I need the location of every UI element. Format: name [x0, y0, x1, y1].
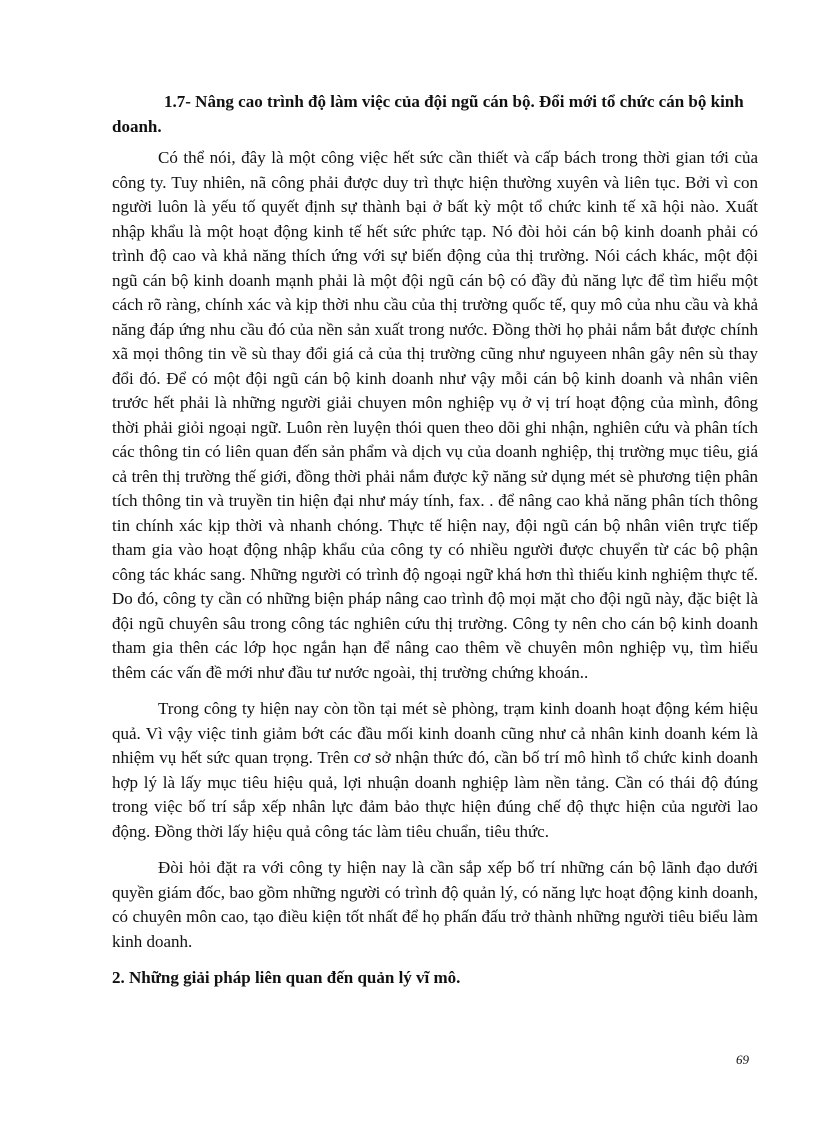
- paragraph-3: Đòi hỏi đặt ra với công ty hiện nay là cần sắp xếp bố trí những cán bộ lãnh đạo dưới quyền giám đốc, bao gồm những người có trình độ quản lý, có năng lực hoạt động kinh doanh, có chuyên môn cao, tạo điều kiện tốt nhất để họ phấn đấu trở thành những người tiêu biểu làm kinh doanh.: [112, 858, 758, 951]
- paragraph-1: Có thể nói, đây là một công việc hết sức cần thiết và cấp bách trong thời gian tới của công ty. Tuy nhiên, nã công phải được duy trì thực hiện thường xuyên và liên tục. Bởi vì con người luôn là yếu tố quyết định sự thành bại ở bất kỳ một tổ chức kinh tế xã hội nào. Xuất nhập khẩu là một hoạt động kinh tế hết sức phức tạp. Nó đòi hỏi cán bộ kinh doanh phải có trình độ cao và khả năng thích ứng với sự biến động của thị trường. Nói cách khác, một đội ngũ cán bộ kinh doanh mạnh phải là một đội ngũ cán bộ có đầy đủ năng lực để tìm hiểu một cách rõ ràng, chính xác và kịp thời nhu cầu của thị trường quốc tế, quy mô của nhu cầu và khả năng đáp ứng nhu cầu đó của nền sản xuất trong nước. Đồng thời họ phải nắm bắt được chính xã mọi thông tin về sù thay đổi giá cả của thị trường cũng như nguyeen nhân gây nên sù thay đổi đó. Để có một đội ngũ cán bộ kinh doanh như vậy mỗi cán bộ kinh doanh và nhân viên trước hết phải là những người giải chuyen môn nghiệp vụ ở vị trí hoạt động của mình, đông thời phải giỏi ngoại ngữ. Luôn rèn luyện thói quen theo dõi ghi nhận, nghiên cứu và phân tích các thông tin có liên quan đến sản phẩm và dịch vụ của doanh nghiệp, thị trường mục tiêu, giá cả trên thị trường thế giới, đồng thời phải nắm được kỹ năng sử dụng mét sè phương tiện phân tích thông tin và truyền tin hiện đại như máy tính, fax. . để nâng cao khả năng phân tích thông tin chính xác kịp thời và nhanh chóng. Thực tế hiện nay, đội ngũ cán bộ nhân viên trực tiếp tham gia vào hoạt động nhập khẩu của công ty có nhiều người được chuyển từ các bộ phận công tác khác sang. Những người có trình độ ngoại ngữ khá hơn thì thiếu kinh nghiệm thực tế. Do đó, công ty cần có những biện pháp nâng cao trình độ mọi mặt cho đội ngũ này, đặc biệt là đội ngũ chuyên sâu trong công tác nghiên cứu thị trường. Công ty nên cho cán bộ kinh doanh tham gia thên các lớp học ngắn hạn để nâng cao thêm về chuyên môn nghiệp vụ, tìm hiểu thêm các vấn đề mới như đầu tư nước ngoài, thị trường chứng khoán..: [112, 148, 758, 682]
- section-heading: 1.7- Nâng cao trình độ làm việc của đội ngũ cán bộ. Đổi mới tổ chức cán bộ kinh doanh.: [112, 92, 744, 136]
- subsection-heading: 2. Những giải pháp liên quan đến quản lý vĩ mô.: [112, 968, 461, 987]
- page-content: [112, 90, 758, 991]
- paragraph-2: Trong công ty hiện nay còn tồn tại mét sè phòng, trạm kinh doanh hoạt động kém hiệu quả. Vì vậy việc tinh giảm bớt các đầu mối kinh doanh cũng như cả nhân kinh doanh kém là nhiệm vụ hết sức quan trọng. Trên cơ sở nhận thức đó, cần bố trí mô hình tổ chức kinh doanh hợp lý là lấy mục tiêu hiệu quả, lợi nhuận doanh nghiệp làm nền tảng. Cần có thái độ đúng trong việc bố trí sắp xếp nhân lực đảm bảo thực hiện đúng chế độ thực hiện của người lao động. Đồng thời lấy hiệu quả công tác làm tiêu chuẩn, tiêu thức.: [112, 699, 758, 841]
- page-number: 69: [736, 1052, 749, 1067]
